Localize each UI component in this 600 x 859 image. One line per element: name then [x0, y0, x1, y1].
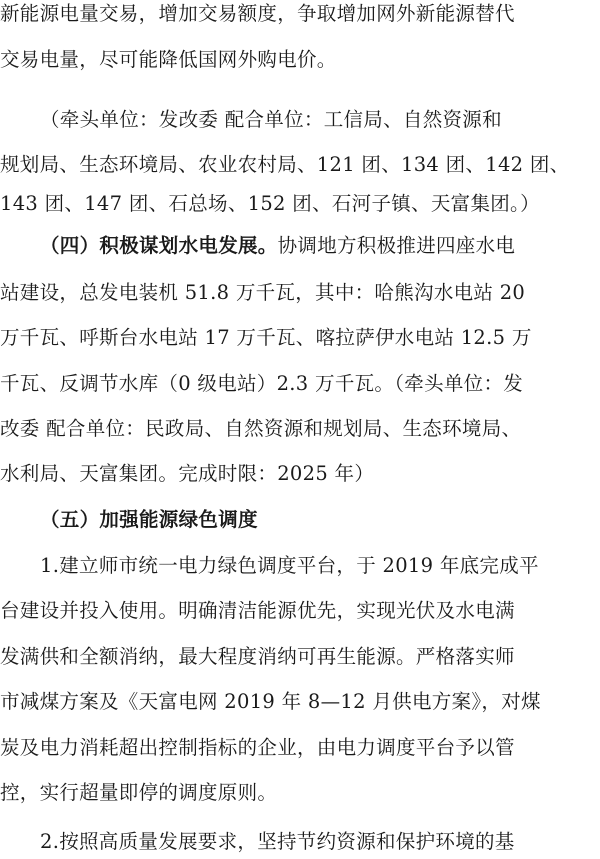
paragraph-line: （牵头单位：发改委 配合单位：工信局、自然资源和 — [40, 108, 502, 131]
paragraph-line: 炭及电力消耗超出控制指标的企业，由电力调度平台予以管 — [0, 736, 515, 759]
paragraph-line: 水利局、天富集团。完成时限：2025 年） — [0, 462, 375, 485]
paragraph-line: 站建设，总发电装机 51.8 万千瓦，其中：哈熊沟水电站 20 — [0, 281, 526, 304]
paragraph-line: 发满供和全额消纳，最大程度消纳可再生能源。严格落实师 — [0, 645, 515, 668]
section-four-text: 协调地方积极推进四座水电 — [277, 234, 516, 257]
paragraph-line: 新能源电量交易，增加交易额度，争取增加网外新能源替代 — [0, 2, 515, 25]
section-four-line — [40, 232, 600, 260]
section-five-heading: （五）加强能源绿色调度 — [40, 508, 258, 531]
section-four-heading: （四）积极谋划水电发展。 — [40, 234, 278, 257]
paragraph-line: 规划局、生态环境局、农业农村局、121 团、134 团、142 团、 — [0, 153, 570, 176]
paragraph-line: 2.按照高质量发展要求，坚持节约资源和保护环境的基 — [40, 830, 515, 853]
paragraph-line: 交易电量，尽可能降低国网外购电价。 — [0, 48, 337, 71]
paragraph-line: 143 团、147 团、石总场、152 团、石河子镇、天富集团。） — [0, 192, 540, 215]
paragraph-line: 1.建立师市统一电力绿色调度平台，于 2019 年底完成平 — [40, 554, 539, 577]
paragraph-line: 市减煤方案及《天富电网 2019 年 8—12 月供电方案》，对煤 — [0, 690, 541, 713]
paragraph-line: 台建设并投入使用。明确清洁能源优先，实现光伏及水电满 — [0, 599, 515, 622]
paragraph-line: 万千瓦、呼斯台水电站 17 万千瓦、喀拉萨伊水电站 12.5 万 — [0, 326, 532, 349]
paragraph-line: 千瓦、反调节水库（0 级电站）2.3 万千瓦。（牵头单位：发 — [0, 372, 524, 395]
paragraph-line: 控，实行超量即停的调度原则。 — [0, 781, 278, 804]
paragraph-line: 改委 配合单位：民政局、自然资源和规划局、生态环境局、 — [0, 417, 522, 440]
